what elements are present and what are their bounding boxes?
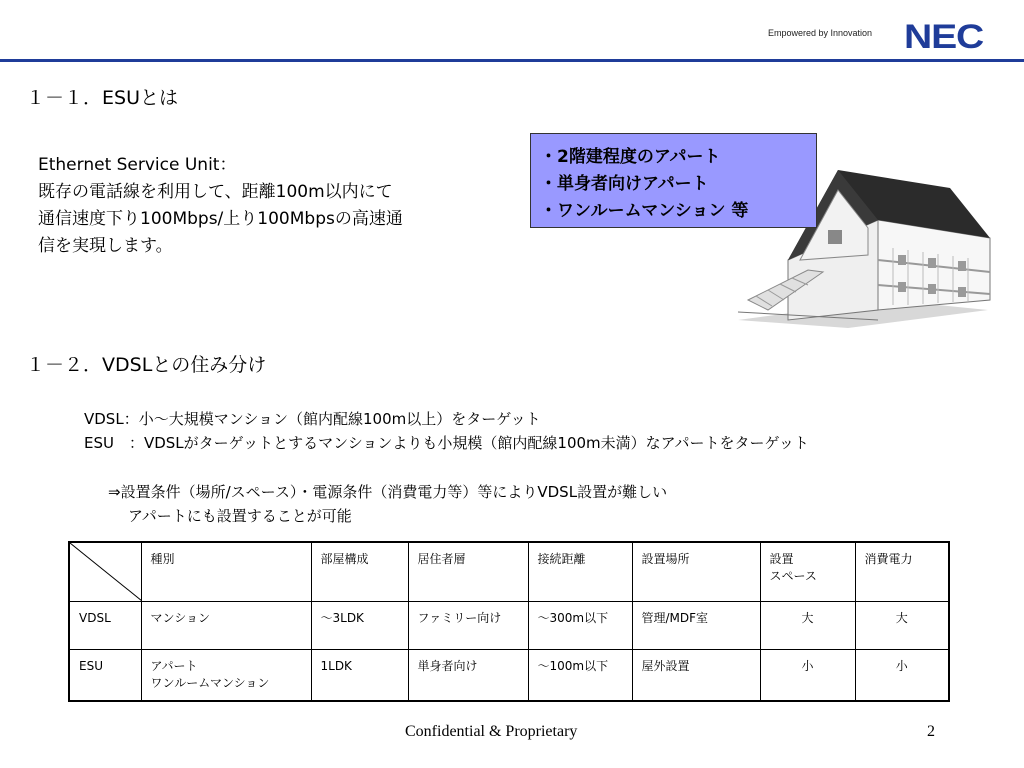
section-title-esu: １－１．ESUとは [26,87,178,109]
intro-line: 通信速度下り100Mbps/上り100Mbpsの高速通 [38,209,403,229]
tagline: Empowered by Innovation [768,28,873,38]
header-cell: 設置場所 [632,542,760,602]
callout-item: ・ワンルームマンション 等 [540,201,749,221]
intro-line: Ethernet Service Unit： [38,155,237,175]
header-cell: 接続距離 [528,542,632,602]
cell-rooms: ～3LDK [311,602,408,650]
row-name: VDSL [69,602,141,650]
header-cell-line: 設置 [769,552,794,566]
cell-type: マンション [141,602,311,650]
cell-distance: ～100m以下 [528,650,632,702]
corner-cell [69,542,141,602]
cell-type [141,650,311,702]
cell-distance: ～300m以下 [528,602,632,650]
comparison-table [68,541,950,702]
install-note-line2: アパートにも設置することが可能 [128,507,352,525]
cell-space: 小 [760,650,855,702]
header-cell: 消費電力 [855,542,949,602]
esu-intro [38,152,488,260]
table-header-row [69,542,949,602]
target-housing-callout [530,133,817,228]
cell-space: 大 [760,602,855,650]
cell-location: 屋外設置 [632,650,760,702]
callout-item: ・2階建程度のアパート [540,147,721,167]
header-cell: 種別 [141,542,311,602]
page-number: 2 [927,723,935,740]
header-cell [760,542,855,602]
footer-confidential: Confidential & Proprietary [405,723,578,740]
cell-power: 大 [855,602,949,650]
header-cell: 居住者層 [408,542,528,602]
cell-residents: ファミリー向け [408,602,528,650]
header-cell: 部屋構成 [311,542,408,602]
esu-description: ESU ：VDSLがターゲットとするマンションよりも小規模（館内配線100m未満）なアパートをターゲット [84,434,809,452]
section-title-vdsl: １－２．VDSLとの住み分け [26,354,267,376]
nec-logo: NEC [904,18,984,56]
header-cell-line: スペース [769,569,817,583]
cell-residents: 単身者向け [408,650,528,702]
diagonal-line [70,543,142,601]
cell-location: 管理/MDF室 [632,602,760,650]
header-rule [0,59,1024,62]
intro-line: 既存の電話線を利用して、距離100m以内にて [38,182,393,202]
cell-type-line: アパート [150,659,198,673]
intro-line: 信を実現します。 [38,236,173,256]
callout-item: ・単身者向けアパート [540,174,709,194]
table-row [69,602,949,650]
install-note-line1: ⇒設置条件（場所/スペース）・電源条件（消費電力等）等によりVDSL設置が難しい [108,483,668,501]
cell-type-line: ワンルームマンション [150,676,270,690]
row-name: ESU [69,650,141,702]
table-row [69,650,949,702]
vdsl-description: VDSL：小～大規模マンション（館内配線100m以上）をターゲット [84,410,541,428]
cell-power: 小 [855,650,949,702]
cell-rooms: 1LDK [311,650,408,702]
